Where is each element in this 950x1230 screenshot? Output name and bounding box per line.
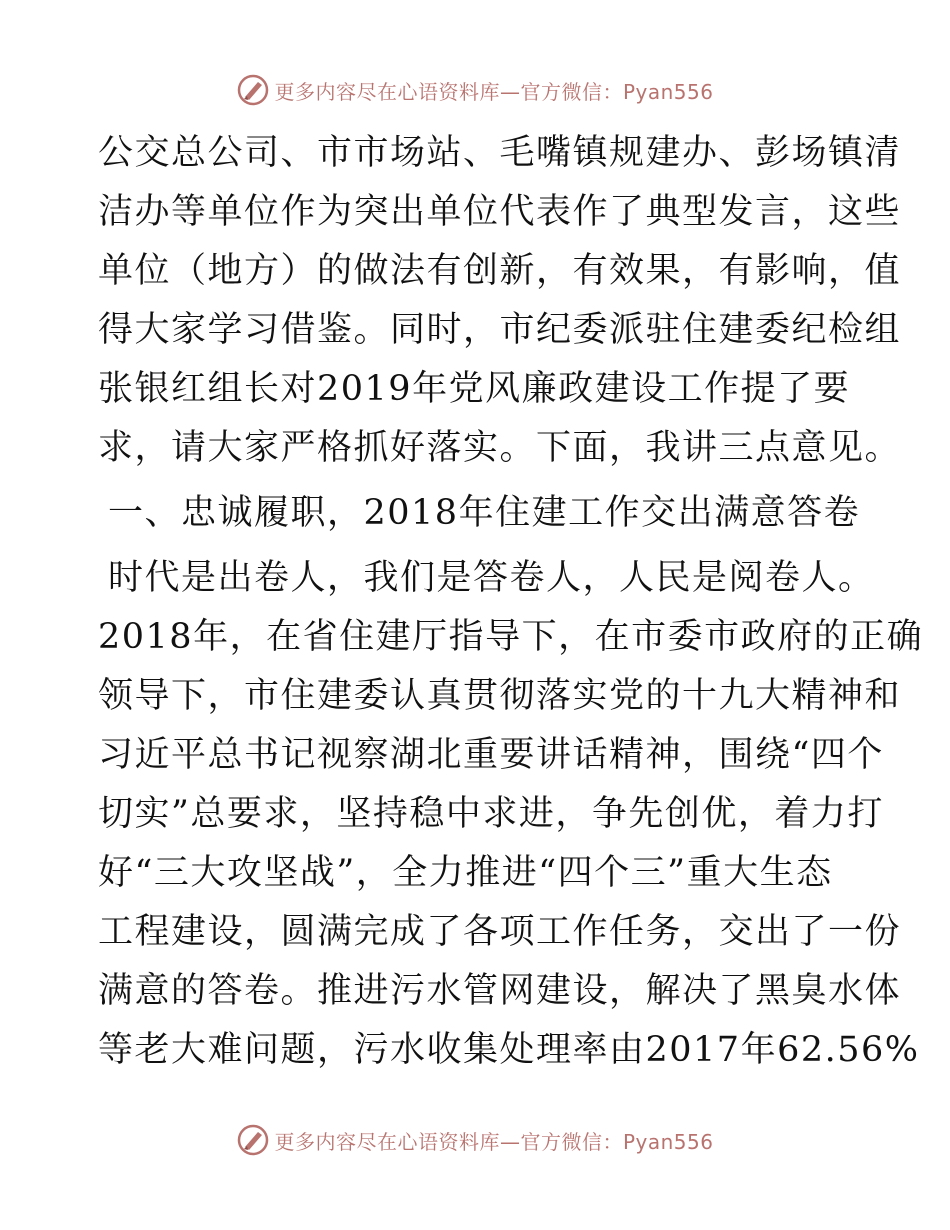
top-watermark-banner	[0, 70, 950, 110]
paragraph-line: 习近平总书记视察湖北重要讲话精神，围绕“四个	[98, 735, 884, 775]
section-heading: 一、忠诚履职，2018年住建工作交出满意答卷	[108, 493, 861, 533]
paragraph-line: 领导下，市住建委认真贯彻落实党的十九大精神和	[98, 676, 902, 716]
paragraph-line: 满意的答卷。推进污水管网建设，解决了黑臭水体	[98, 971, 902, 1011]
watermark-text: 更多内容尽在心语资料库—官方微信：Pyan556	[274, 79, 714, 104]
paragraph-line: 等老大难问题，污水收集处理率由2017年62.56%	[98, 1030, 920, 1070]
paragraph-line: 时代是出卷人，我们是答卷人，人民是阅卷人。	[108, 558, 875, 598]
body-line: 求，请大家严格抓好落实。下面，我讲三点意见。	[98, 428, 902, 468]
paragraph-line: 工程建设，圆满完成了各项工作任务，交出了一份	[98, 912, 902, 952]
paragraph-line: 好“三大攻坚战”，全力推进“四个三”重大生态	[98, 853, 833, 893]
pen-stamp-logo-icon	[236, 73, 270, 107]
body-line: 得大家学习借鉴。同时，市纪委派驻住建委纪检组	[98, 310, 902, 350]
bottom-watermark-banner	[0, 1120, 950, 1160]
watermark-text: 更多内容尽在心语资料库—官方微信：Pyan556	[274, 1129, 714, 1154]
document-body	[98, 124, 924, 1080]
body-line: 单位（地方）的做法有创新，有效果，有影响，值	[98, 251, 902, 291]
pen-stamp-logo-icon	[236, 1123, 270, 1157]
paragraph-line: 切实”总要求，坚持稳中求进，争先创优，着力打	[98, 794, 884, 834]
body-line: 张银红组长对2019年党风廉政建设工作提了要	[98, 369, 851, 409]
body-line: 洁办等单位作为突出单位代表作了典型发言，这些	[98, 192, 902, 232]
paragraph-line: 2018年，在省住建厅指导下，在市委市政府的正确	[98, 617, 924, 657]
body-line: 公交总公司、市市场站、毛嘴镇规建办、彭场镇清	[98, 133, 902, 173]
